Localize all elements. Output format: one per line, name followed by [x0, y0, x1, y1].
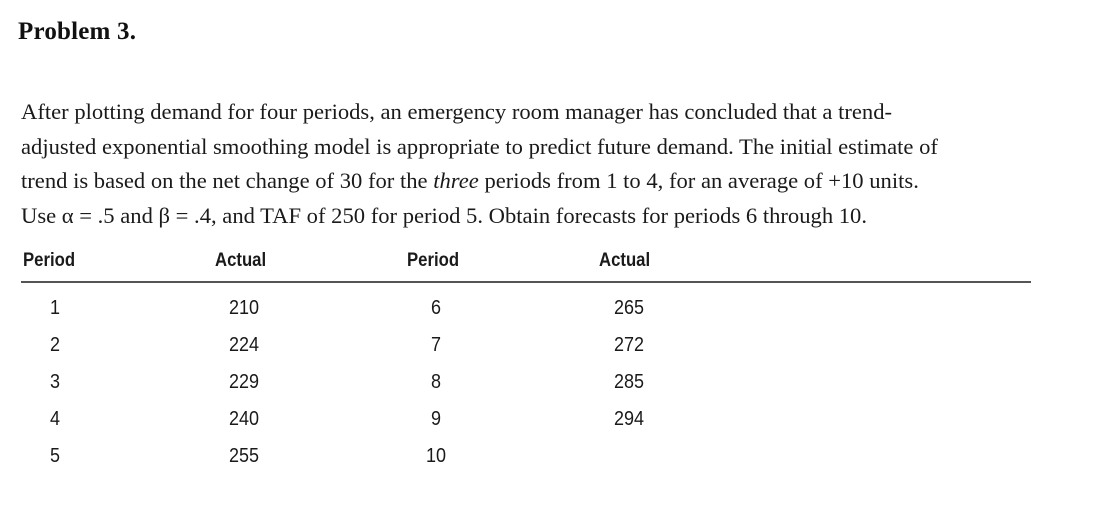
table-cell-period: 9 [430, 408, 442, 430]
statement-line-3-end: periods from 1 to 4, for an average of +10 units. [478, 168, 919, 193]
table-cell-actual: 210 [228, 297, 260, 319]
table-cell-period: 10 [425, 445, 447, 467]
table-cell-period: 1 [49, 297, 61, 319]
table-cell-actual: 229 [228, 371, 260, 393]
table-cell-actual: 240 [228, 408, 260, 430]
table-cell-actual: 272 [613, 334, 645, 356]
table-cell-actual: 265 [613, 297, 645, 319]
statement-emphasis-three: three [433, 168, 479, 193]
table-cell-period: 4 [49, 408, 61, 430]
table-header [21, 243, 1031, 283]
table-cell-actual: 294 [613, 408, 645, 430]
statement-line-3-start: trend is based on the net change of 30 for the [21, 168, 434, 193]
table-cell-period: 7 [430, 334, 442, 356]
header-actual-right: Actual [599, 250, 651, 271]
header-period-right: Period [407, 250, 460, 271]
problem-statement [21, 95, 1106, 233]
table-cell-actual: 285 [613, 371, 645, 393]
table-cell-period: 8 [430, 371, 442, 393]
problem-title: Problem 3. [18, 18, 137, 45]
header-actual-left: Actual [215, 250, 267, 271]
table-cell-period: 2 [49, 334, 61, 356]
statement-line-4: Use α = .5 and β = .4, and TAF of 250 for period 5. Obtain forecasts for periods 6 through 10. [21, 202, 868, 228]
table-cell-actual: 224 [228, 334, 260, 356]
table-cell-period: 6 [430, 297, 442, 319]
header-period-left: Period [23, 250, 76, 271]
table-cell-period: 3 [49, 371, 61, 393]
statement-line-3 [21, 164, 1106, 199]
table-cell-period: 5 [49, 445, 61, 467]
demand-table [21, 243, 1031, 483]
statement-line-2: adjusted exponential smoothing model is appropriate to predict future demand. The initial estimate of [21, 133, 938, 159]
table-cell-actual: 255 [228, 445, 260, 467]
table-body [21, 283, 1031, 483]
statement-line-1: After plotting demand for four periods, an emergency room manager has concluded that a trend- [21, 99, 893, 124]
